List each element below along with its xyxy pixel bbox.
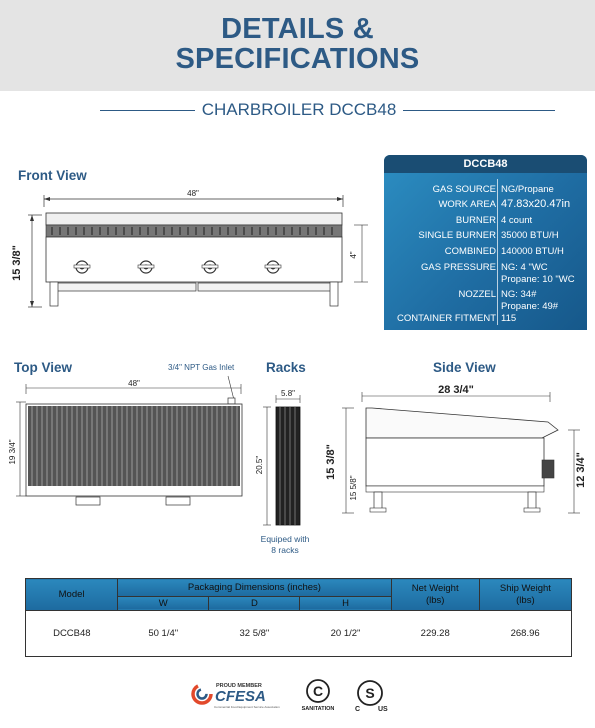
product-title-bar <box>0 98 595 122</box>
spec-card-divider <box>497 179 498 325</box>
rack-length-label: 20.5" <box>255 455 264 475</box>
spec-card: DCCB48 GAS SOURCE NG/Propane WORK AREA 47.83x20.47in BURNER 4 count SINGLE BURNER 35000 BTU/H COMBINED 140000 BTU/H GAS PRESSURE NG: 4 "WC Propane: 10 "WC NOZZEL NG: 34# Propane: 49# CONTAINER FITMENT 115 <box>384 155 587 330</box>
csa-mark-text: C <box>312 683 324 699</box>
side-depth-label: 28 3/4" <box>438 384 474 396</box>
rack-width-label: 5.8" <box>281 389 295 398</box>
cfesa-member-text: PROUD MEMBER <box>216 683 262 689</box>
front-view-title: Front View <box>18 168 87 183</box>
title-rule-right <box>403 110 555 111</box>
side-view-title: Side View <box>433 360 496 375</box>
rack-note-line1: Equiped with <box>260 534 310 544</box>
side-back-height-label: 12 3/4" <box>575 452 587 488</box>
col-header-packaging: Packaging Dimensions (inches) <box>118 579 391 597</box>
product-title: CHARBROILER DCCB48 <box>201 100 397 119</box>
side-view-drawing <box>322 378 590 528</box>
csa-us-logo <box>350 677 394 713</box>
col-header-w: W <box>118 596 209 611</box>
col-header-model: Model <box>26 579 118 611</box>
packaging-table <box>25 578 572 657</box>
csa-c-text: C <box>355 706 361 713</box>
spec-card-model: DCCB48 <box>384 155 587 173</box>
top-depth-label: 19 3/4" <box>8 439 17 465</box>
racks-view-title: Racks <box>266 360 306 375</box>
front-depth-label: 4" <box>349 251 358 259</box>
top-view-drawing <box>6 372 256 522</box>
top-view-title: Top View <box>14 360 73 375</box>
cell-net: 229.28 <box>391 611 479 657</box>
side-height-label: 15 3/8" <box>325 444 337 480</box>
rack-note-line2: 8 racks <box>271 545 299 555</box>
top-width-label: 48" <box>128 379 140 388</box>
front-view-drawing <box>10 185 380 315</box>
col-header-h: H <box>300 596 391 611</box>
front-height-label: 15 3/8" <box>11 245 23 281</box>
cfesa-text: CFESA <box>215 688 266 705</box>
svg-text:S: S <box>365 685 375 701</box>
csa-sanitation-label: SANITATION <box>301 706 335 712</box>
page-title-line1: DETAILS & <box>221 13 374 45</box>
csa-us-text: US <box>378 706 388 713</box>
cell-model: DCCB48 <box>26 611 118 657</box>
col-header-ship-weight: Ship Weight (lbs) <box>479 579 571 611</box>
table-row <box>26 611 572 657</box>
side-leg-label: 15 5/8" <box>349 475 358 501</box>
page-title-line2: SPECIFICATIONS <box>175 43 420 75</box>
cfesa-logo <box>190 678 290 710</box>
col-header-d: D <box>209 596 300 611</box>
cfesa-sub-text: Commercial Food Equipment Service Association <box>214 705 280 709</box>
cell-d: 32 5/8" <box>209 611 300 657</box>
csa-sanitation-logo <box>300 677 342 713</box>
cell-w: 50 1/4" <box>118 611 209 657</box>
col-header-net-weight: Net Weight (lbs) <box>391 579 479 611</box>
rack-drawing <box>250 385 320 530</box>
gas-inlet-label: 3/4" NPT Gas Inlet <box>168 363 235 372</box>
title-rule-left <box>100 110 195 111</box>
cell-h: 20 1/2" <box>300 611 391 657</box>
cell-ship: 268.96 <box>479 611 571 657</box>
front-width-label: 48" <box>187 189 199 198</box>
